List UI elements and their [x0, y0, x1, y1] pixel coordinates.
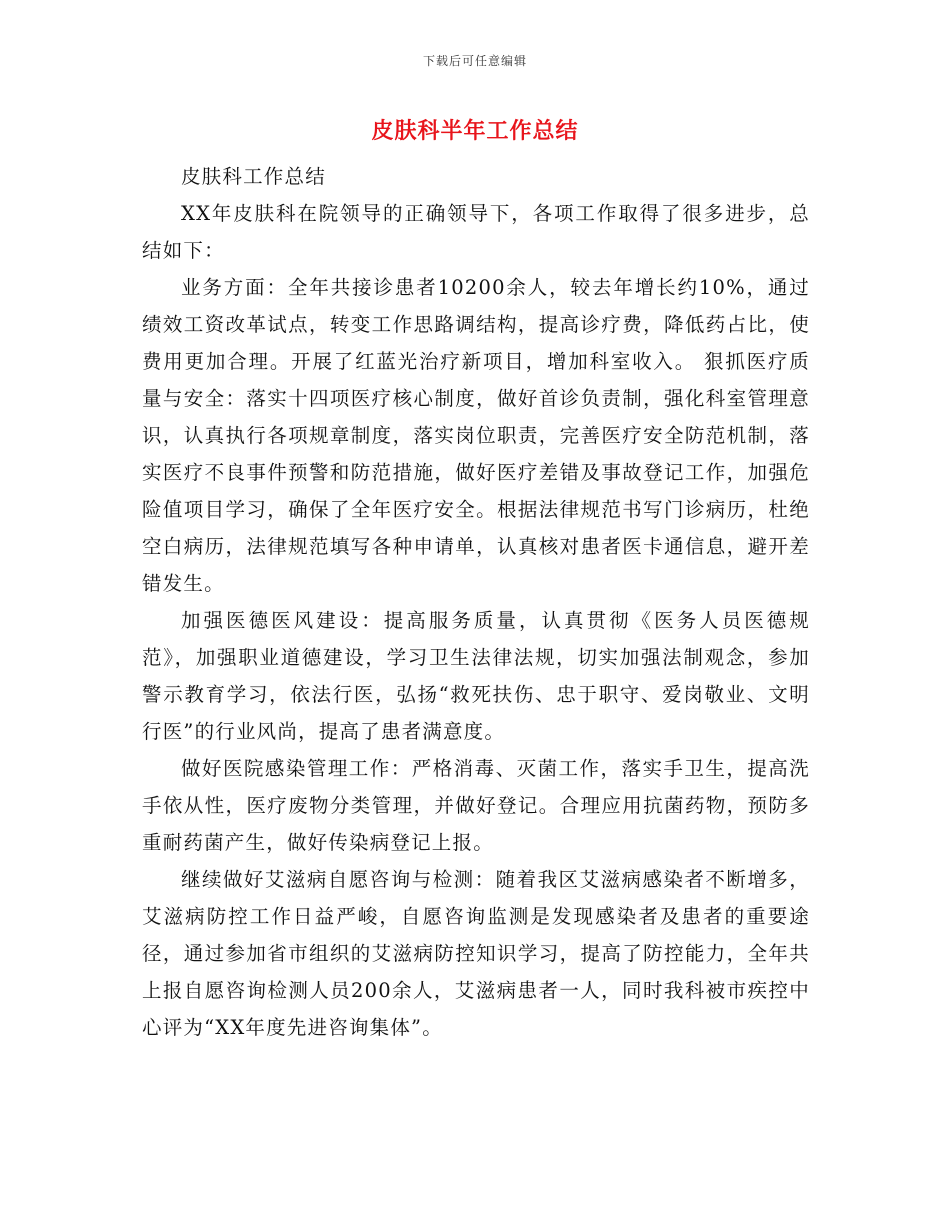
paragraph-intro: XX年皮肤科在院领导的正确领导下，各项工作取得了很多进步，总结如下： [142, 202, 810, 262]
document-body [142, 158, 810, 1046]
header-note: 下载后可任意编辑 [422, 54, 527, 68]
paragraph-business: 业务方面：全年共接诊患者10200余人，较去年增长约10%，通过绩效工资改革试点，转变工作思路调结构，提高诊疗费，降低药占比，使费用更加合理。开展了红蓝光治疗新项目，增加科室收入。 狠抓医疗质量与安全：落实十四项医疗核心制度，做好首诊负责制，强化科室管理意识，认真执行各项规章制度，落实岗位职责，完善医疗安全防范机制，落实医疗不良事件预警和防范措施，做好医疗差错及事故登记工作，加强危险值项目学习，确保了全年医疗安全。根据法律规范书写门诊病历，杜绝空白病历，法律规范填写各种申请单，认真核对患者医卡通信息，避开差错发生。 [142, 276, 810, 595]
paragraph-subtitle: 皮肤科工作总结 [181, 165, 326, 188]
document-title: 皮肤科半年工作总结 [371, 118, 579, 144]
paragraph-aids-counseling: 继续做好艾滋病自愿咨询与检测：随着我区艾滋病感染者不断增多，艾滋病防控工作日益严峻，自愿咨询监测是发现感染者及患者的重要途径，通过参加省市组织的艾滋病防控知识学习，提高了防控能力，全年共上报自愿咨询检测人员200余人，艾滋病患者一人，同时我科被市疾控中心评为“XX年度先进咨询集体”。 [142, 868, 810, 1039]
paragraph-ethics: 加强医德医风建设：提高服务质量，认真贯彻《医务人员医德规范》，加强职业道德建设，学习卫生法律法规，切实加强法制观念，参加警示教育学习，依法行医，弘扬“救死扶伤、忠于职守、爱岗敬业、文明行医”的行业风尚，提高了患者满意度。 [142, 609, 810, 743]
paragraph-infection-control: 做好医院感染管理工作：严格消毒、灭菌工作，落实手卫生，提高洗手依从性，医疗废物分类管理，并做好登记。合理应用抗菌药物，预防多重耐药菌产生，做好传染病登记上报。 [142, 757, 810, 854]
